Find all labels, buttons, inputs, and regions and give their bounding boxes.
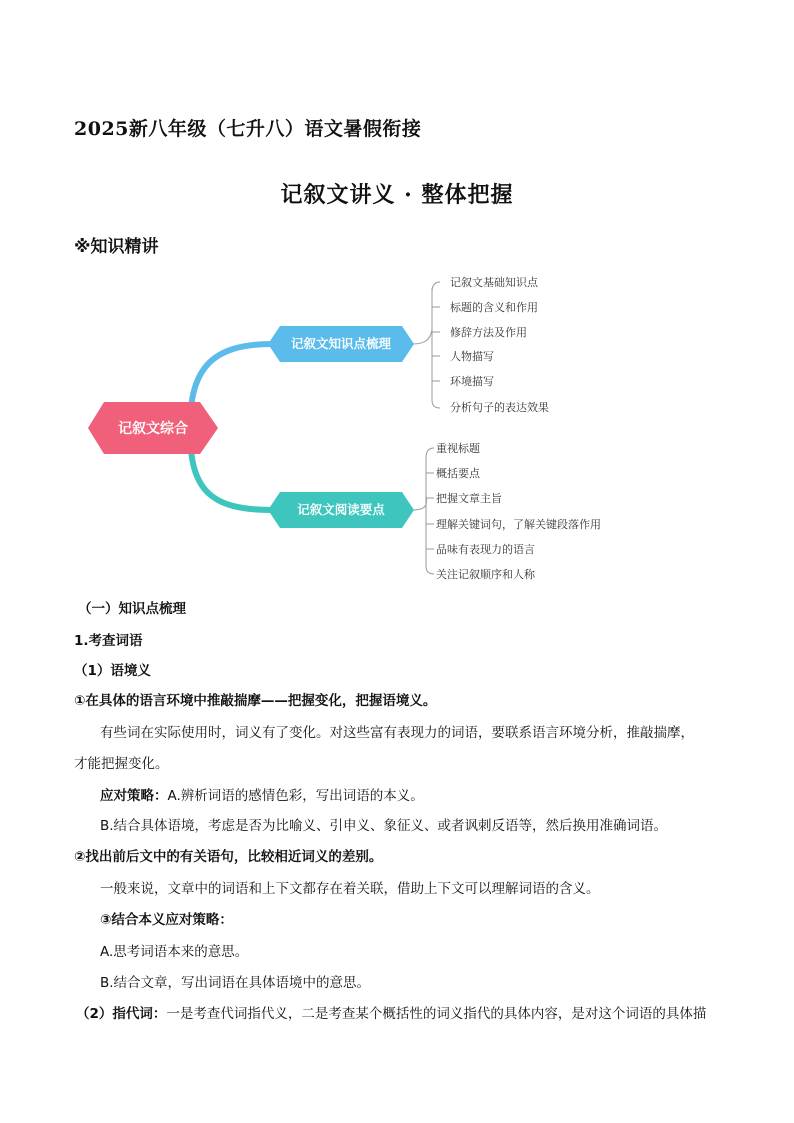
strategy-line — [100, 790, 424, 804]
point1-heading: ①在具体的语言环境中推敲揣摩——把握变化，把握语境义。 — [74, 693, 437, 709]
sub1-2-label: （2）指代词： — [76, 1006, 167, 1022]
branch2-leaf: 概括要点 — [436, 467, 480, 480]
branch1-leaf: 分析句子的表达效果 — [450, 401, 549, 414]
branch2-leaf: 重视标题 — [436, 442, 480, 455]
section-heading: ※知识精讲 — [74, 237, 159, 257]
root-node-label: 记叙文综合 — [118, 421, 188, 437]
series-title: 2025新八年级（七升八）语文暑假衔接 — [74, 118, 422, 140]
branch2-leaf: 关注记叙顺序和人称 — [436, 568, 535, 581]
branch2-leaf: 把握文章主旨 — [436, 492, 502, 505]
paragraph-line: 一般来说，文章中的词语和上下文都存在着关联，借助上下文可以理解词语的含义。 — [100, 881, 600, 897]
paragraph-line: 有些词在实际使用时，词义有了变化。对这些富有表现力的词语，要联系语言环境分析，推敲揣摩， — [100, 725, 694, 741]
branch1-leaf: 人物描写 — [450, 350, 494, 363]
branch1-leaf: 记叙文基础知识点 — [450, 276, 538, 289]
branch1-leaf: 环境描写 — [450, 375, 494, 388]
sub1-1-heading: （1）语境义 — [74, 663, 151, 679]
paragraph-line: 才能把握变化。 — [74, 756, 169, 772]
branch2-leaf: 品味有表现力的语言 — [436, 543, 535, 556]
strategy-a: A.辨析词语的感情色彩，写出词语的本义。 — [167, 788, 424, 804]
strategy-b: B.结合具体语境，考虑是否为比喻义、引申义、象征义、或者讽刺反语等，然后换用准确词语。 — [100, 818, 668, 834]
sub1-2-line — [76, 1008, 706, 1022]
branch1-node-label: 记叙文知识点梳理 — [290, 336, 392, 351]
point3-heading: ③结合本义应对策略： — [100, 912, 233, 928]
branch1-leaf: 标题的含义和作用 — [450, 301, 538, 314]
document-title: 记叙文讲义 · 整体把握 — [280, 182, 514, 208]
point3-a: A.思考词语本来的意思。 — [100, 944, 249, 960]
branch2-node-label: 记叙文阅读要点 — [297, 502, 385, 517]
branch1-leaf-lines — [412, 282, 440, 408]
mind-map — [0, 260, 794, 590]
sub1-2-text: 一是考查代词指代义，二是考查某个概括性的词义指代的具体内容，是对这个词语的具体描 — [166, 1006, 707, 1022]
part1-heading: （一）知识点梳理 — [78, 601, 186, 617]
strategy-label: 应对策略： — [100, 788, 168, 804]
branch2-leaf-lines — [412, 448, 434, 574]
branch1-leaf: 修辞方法及作用 — [450, 326, 527, 339]
sub1-heading: 1.考查词语 — [74, 633, 143, 649]
point2-heading: ②找出前后文中的有关语句，比较相近词义的差别。 — [74, 849, 383, 865]
branch2-leaf: 理解关键词句，了解关键段落作用 — [436, 518, 601, 531]
point3-b: B.结合文章，写出词语在具体语境中的意思。 — [100, 975, 371, 991]
